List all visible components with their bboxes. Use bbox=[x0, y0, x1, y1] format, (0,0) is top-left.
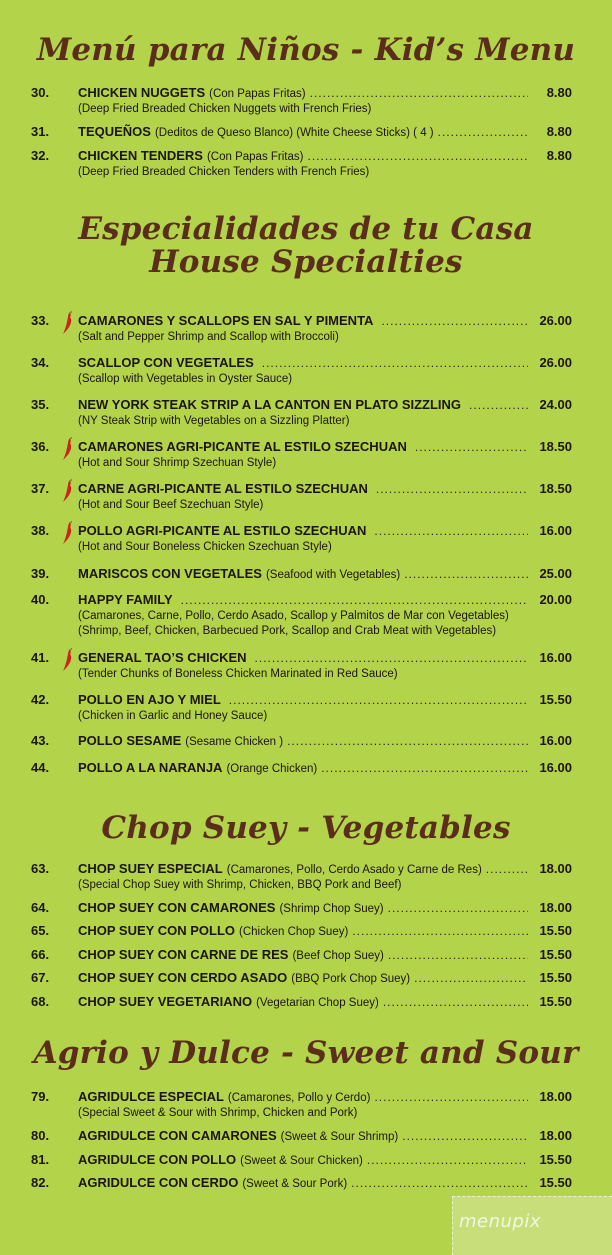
item-name: CAMARONES Y SCALLOPS EN SAL Y PIMENTA bbox=[78, 313, 374, 328]
menu-item bbox=[0, 481, 612, 513]
item-name: POLLO SESAME bbox=[78, 733, 182, 748]
item-note: (Beef Chop Suey) bbox=[292, 950, 384, 962]
item-name: HAPPY FAMILY bbox=[78, 592, 173, 607]
item-number: 64. bbox=[31, 900, 50, 915]
item-name: GENERAL TAO’S CHICKEN bbox=[78, 650, 247, 665]
dot-leader bbox=[307, 149, 528, 163]
item-price: 18.00 bbox=[539, 900, 572, 915]
item-number: 80. bbox=[31, 1128, 50, 1143]
item-description: (Hot and Sour Boneless Chicken Szechuan Style) bbox=[78, 541, 332, 553]
item-note: (Con Papas Fritas) bbox=[209, 88, 306, 100]
item-name: AGRIDULCE CON CERDO bbox=[78, 1175, 239, 1190]
item-name: CHOP SUEY CON CARNE DE RES bbox=[78, 947, 289, 962]
item-number: 35. bbox=[31, 397, 50, 412]
menu-item bbox=[0, 1152, 612, 1169]
item-note: (Sesame Chicken ) bbox=[185, 736, 284, 748]
dot-leader bbox=[438, 125, 528, 139]
item-price: 8.80 bbox=[546, 124, 572, 139]
menu-item bbox=[0, 523, 612, 555]
item-price: 18.00 bbox=[539, 861, 572, 876]
item-note: (Sweet & Sour Shrimp) bbox=[280, 1131, 399, 1143]
item-note: (Con Papas Fritas) bbox=[206, 151, 304, 163]
section-title-kids-menu bbox=[0, 33, 612, 67]
menu-item bbox=[0, 900, 612, 917]
item-name: CHICKEN TENDERS bbox=[78, 148, 203, 163]
section-title-line: Chop Suey - Vegetables bbox=[101, 810, 511, 846]
dot-leader bbox=[352, 924, 528, 938]
dot-leader bbox=[388, 901, 528, 915]
menu-item bbox=[0, 1175, 612, 1192]
dot-leader bbox=[415, 440, 528, 454]
item-name: MARISCOS CON VEGETALES bbox=[78, 566, 262, 581]
item-number: 39. bbox=[31, 566, 50, 581]
menu-item bbox=[0, 592, 612, 639]
item-note: (Deditos de Queso Blanco) (White Cheese Sticks) ( 4 ) bbox=[154, 127, 434, 139]
item-number: 32. bbox=[31, 148, 50, 163]
item-name: AGRIDULCE ESPECIAL bbox=[78, 1089, 224, 1104]
item-name: AGRIDULCE CON CAMARONES bbox=[78, 1128, 277, 1143]
item-price: 15.50 bbox=[539, 1152, 572, 1167]
dot-leader bbox=[383, 995, 528, 1009]
menu-item bbox=[0, 566, 612, 583]
item-price: 20.00 bbox=[539, 592, 572, 607]
item-price: 15.50 bbox=[539, 1175, 572, 1190]
item-number: 37. bbox=[31, 481, 50, 496]
item-price: 8.80 bbox=[546, 85, 572, 100]
item-number: 31. bbox=[31, 124, 50, 139]
item-name: POLLO EN AJO Y MIEL bbox=[78, 692, 221, 707]
item-description: (Tender Chunks of Boneless Chicken Marinated in Red Sauce) bbox=[78, 668, 398, 680]
item-number: 82. bbox=[31, 1175, 50, 1190]
dot-leader bbox=[229, 693, 528, 707]
dot-leader bbox=[376, 482, 528, 496]
item-note: (Sweet & Sour Pork) bbox=[242, 1178, 348, 1190]
item-name: POLLO AGRI-PICANTE AL ESTILO SZECHUAN bbox=[78, 523, 367, 538]
item-description: (Hot and Sour Beef Szechuan Style) bbox=[78, 499, 264, 511]
item-name: CARNE AGRI-PICANTE AL ESTILO SZECHUAN bbox=[78, 481, 368, 496]
item-number: 42. bbox=[31, 692, 50, 707]
item-name: CHOP SUEY VEGETARIANO bbox=[78, 994, 253, 1009]
item-price: 18.00 bbox=[539, 1128, 572, 1143]
item-price: 16.00 bbox=[539, 760, 572, 775]
dot-leader bbox=[351, 1176, 528, 1190]
dot-leader bbox=[181, 593, 528, 607]
item-name: SCALLOP CON VEGETALES bbox=[78, 355, 254, 370]
dot-leader bbox=[367, 1153, 528, 1167]
item-description: (Deep Fried Breaded Chicken Tenders with French Fries) bbox=[78, 166, 370, 178]
section-title-sweet-and-sour bbox=[0, 1036, 612, 1070]
dot-leader bbox=[381, 314, 528, 328]
item-number: 81. bbox=[31, 1152, 50, 1167]
item-note: (BBQ Pork Chop Suey) bbox=[291, 973, 411, 985]
item-number: 43. bbox=[31, 733, 50, 748]
watermark-logo: menupix bbox=[459, 1211, 542, 1232]
item-description: (Shrimp, Beef, Chicken, Barbecued Pork, Scallop and Crab Meat with Vegetables) bbox=[78, 625, 497, 637]
item-price: 15.50 bbox=[539, 923, 572, 938]
menu-item bbox=[0, 355, 612, 387]
item-name: CHOP SUEY ESPECIAL bbox=[78, 861, 223, 876]
item-note: (Sweet & Sour Chicken) bbox=[240, 1155, 363, 1167]
item-number: 79. bbox=[31, 1089, 50, 1104]
item-name: TEQUEÑOS bbox=[78, 124, 151, 139]
item-name: CHICKEN NUGGETS bbox=[78, 85, 206, 100]
menu-item bbox=[0, 1089, 612, 1121]
menu-item bbox=[0, 313, 612, 345]
menu-item bbox=[0, 124, 612, 141]
section-title-line: Agrio y Dulce - Sweet and Sour bbox=[33, 1035, 579, 1071]
item-price: 16.00 bbox=[539, 523, 572, 538]
menu-item bbox=[0, 861, 612, 893]
dot-leader bbox=[402, 1129, 528, 1143]
item-description: (Camarones, Carne, Pollo, Cerdo Asado, Scallop y Palmitos de Mar con Vegetables) bbox=[78, 610, 509, 622]
menu-item bbox=[0, 970, 612, 987]
section-title-line: Menú para Niños - Kid’s Menu bbox=[36, 32, 576, 68]
item-name: AGRIDULCE CON POLLO bbox=[78, 1152, 237, 1167]
item-note: (Camarones, Pollo, Cerdo Asado y Carne de Res) bbox=[226, 864, 482, 876]
menu-item bbox=[0, 692, 612, 724]
item-price: 25.00 bbox=[539, 566, 572, 581]
item-note: (Seafood with Vegetables) bbox=[265, 569, 401, 581]
item-number: 63. bbox=[31, 861, 50, 876]
item-name: CHOP SUEY CON CAMARONES bbox=[78, 900, 276, 915]
item-price: 8.80 bbox=[546, 148, 572, 163]
section-title-house-specialties bbox=[0, 213, 612, 279]
item-description: (Hot and Sour Shrimp Szechuan Style) bbox=[78, 457, 277, 469]
menu-item bbox=[0, 439, 612, 471]
item-note: (Vegetarian Chop Suey) bbox=[256, 997, 379, 1009]
menu-item bbox=[0, 733, 612, 750]
item-number: 41. bbox=[31, 650, 50, 665]
dot-leader bbox=[374, 1090, 528, 1104]
menu-item bbox=[0, 650, 612, 682]
item-number: 44. bbox=[31, 760, 50, 775]
dot-leader bbox=[262, 356, 528, 370]
watermark bbox=[452, 1196, 612, 1255]
item-note: (Orange Chicken) bbox=[226, 763, 318, 775]
menu-item bbox=[0, 1128, 612, 1145]
item-number: 68. bbox=[31, 994, 50, 1009]
item-price: 18.00 bbox=[539, 1089, 572, 1104]
item-number: 36. bbox=[31, 439, 50, 454]
item-description: (NY Steak Strip with Vegetables on a Sizzling Platter) bbox=[78, 415, 350, 427]
item-number: 66. bbox=[31, 947, 50, 962]
item-number: 40. bbox=[31, 592, 50, 607]
item-description: (Salt and Pepper Shrimp and Scallop with Broccoli) bbox=[78, 331, 339, 343]
item-price: 24.00 bbox=[539, 397, 572, 412]
item-description: (Special Chop Suey with Shrimp, Chicken, BBQ Pork and Beef) bbox=[78, 879, 402, 891]
item-price: 26.00 bbox=[539, 313, 572, 328]
dot-leader bbox=[388, 948, 528, 962]
section-title-chop-suey bbox=[0, 811, 612, 845]
menu-item bbox=[0, 994, 612, 1011]
dot-leader bbox=[287, 734, 528, 748]
menu-item bbox=[0, 85, 612, 117]
item-price: 26.00 bbox=[539, 355, 572, 370]
item-name: CHOP SUEY CON POLLO bbox=[78, 923, 235, 938]
item-number: 30. bbox=[31, 85, 50, 100]
dot-leader bbox=[255, 651, 528, 665]
item-name: CAMARONES AGRI-PICANTE AL ESTILO SZECHUAN bbox=[78, 439, 407, 454]
item-number: 67. bbox=[31, 970, 50, 985]
item-price: 16.00 bbox=[539, 650, 572, 665]
dot-leader bbox=[321, 761, 528, 775]
item-description: (Special Sweet & Sour with Shrimp, Chicken and Pork) bbox=[78, 1107, 358, 1119]
item-note: (Camarones, Pollo y Cerdo) bbox=[227, 1092, 371, 1104]
item-price: 18.50 bbox=[539, 481, 572, 496]
menu-item bbox=[0, 760, 612, 777]
menu-item bbox=[0, 148, 612, 180]
dot-leader bbox=[374, 524, 528, 538]
item-price: 15.50 bbox=[539, 994, 572, 1009]
item-number: 34. bbox=[31, 355, 50, 370]
menu-item bbox=[0, 947, 612, 964]
item-price: 15.50 bbox=[539, 970, 572, 985]
item-name: NEW YORK STEAK STRIP A LA CANTON EN PLATO SIZZLING bbox=[78, 397, 462, 412]
item-description: (Chicken in Garlic and Honey Sauce) bbox=[78, 710, 268, 722]
dot-leader bbox=[469, 398, 528, 412]
item-name: POLLO A LA NARANJA bbox=[78, 760, 223, 775]
menu-item bbox=[0, 923, 612, 940]
item-price: 15.50 bbox=[539, 947, 572, 962]
item-note: (Shrimp Chop Suey) bbox=[279, 903, 384, 915]
section-title-line: Especialidades de tu Casa bbox=[78, 211, 534, 247]
item-description: (Deep Fried Breaded Chicken Nuggets with French Fries) bbox=[78, 103, 372, 115]
item-number: 38. bbox=[31, 523, 50, 538]
item-note: (Chicken Chop Suey) bbox=[239, 926, 349, 938]
dot-leader bbox=[486, 862, 528, 876]
dot-leader bbox=[404, 567, 528, 581]
section-title-line: House Specialties bbox=[149, 244, 463, 280]
dot-leader bbox=[414, 971, 528, 985]
item-name: CHOP SUEY CON CERDO ASADO bbox=[78, 970, 288, 985]
item-number: 33. bbox=[31, 313, 50, 328]
item-price: 16.00 bbox=[539, 733, 572, 748]
item-number: 65. bbox=[31, 923, 50, 938]
item-price: 15.50 bbox=[539, 692, 572, 707]
dot-leader bbox=[310, 86, 528, 100]
item-description: (Scallop with Vegetables in Oyster Sauce) bbox=[78, 373, 293, 385]
menu-item bbox=[0, 397, 612, 429]
item-price: 18.50 bbox=[539, 439, 572, 454]
